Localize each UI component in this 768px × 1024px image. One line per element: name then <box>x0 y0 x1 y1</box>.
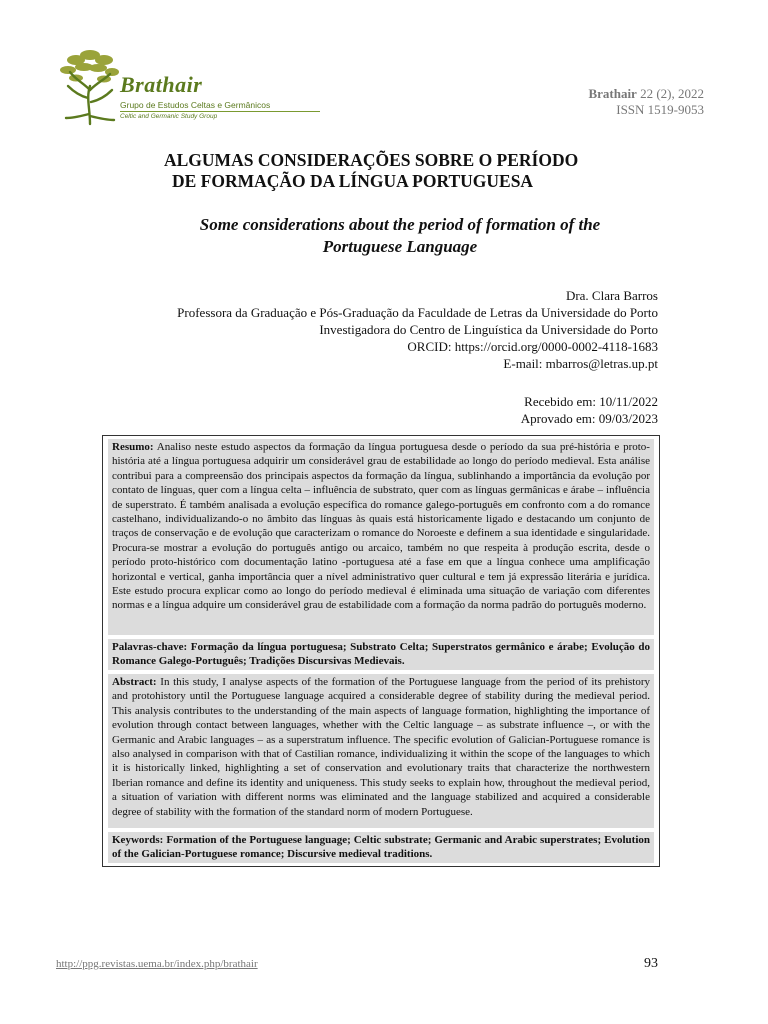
title-pt-line1: ALGUMAS CONSIDERAÇÕES SOBRE O PERÍODO <box>164 150 579 170</box>
journal-issue: 22 (2), 2022 <box>640 86 704 101</box>
author-affiliation-2: Investigadora do Centro de Linguística da Universidade do Porto <box>319 322 658 337</box>
logo-subtitle: Grupo de Estudos Celtas e Germânicos <box>120 100 271 110</box>
resumo-label: Resumo: <box>112 441 154 453</box>
submission-dates <box>521 393 658 427</box>
abstract-text: In this study, I analyse aspects of the formation of the Portuguese language from the period of its prehistory and protohistory until the Portuguese language acquired a considerable degree of stability during the medieval period. This analysis contributes to the understanding of the main aspects of language formation, highlighting the importance of evolution through contact between languages, whether with the Celtic language – as substrate influence –, or with the Germanic and Arabic languages – as a superstratum influence. The specific evolution of Galician-Portuguese romance is also analysed in comparison with that of Castilian romance, individualizing it within the scope of the languages to which it is historically linked, highlighting a set of conservation and evolutionary traits that characterize the northwestern Iberian romance and define its identity and uniqueness. This study seeks to explain how, throughout the medieval period, a situation of variation with different norms was eliminated and the language stabilized and acquired a considerable degree of stability with the formation of the standard norm of modern Portuguese. <box>112 676 651 818</box>
keywords-label: Keywords: <box>112 834 164 846</box>
palavras-chave-label: Palavras-chave: <box>112 641 188 653</box>
author-affiliation-1: Professora da Graduação e Pós-Graduação da Faculdade de Letras da Universidade do Porto <box>177 305 658 320</box>
title-pt-line2: DE FORMAÇÃO DA LÍNGUA PORTUGUESA <box>172 171 534 191</box>
journal-logo <box>56 46 326 126</box>
received-date: Recebido em: 10/11/2022 <box>524 394 658 409</box>
page-number: 93 <box>644 956 658 971</box>
issn: ISSN 1519-9053 <box>616 102 704 117</box>
palavras-chave-section <box>108 639 654 670</box>
tree-icon <box>56 46 120 126</box>
logo-name: Brathair <box>120 72 203 97</box>
abstract-section <box>108 674 654 828</box>
title-english <box>150 214 650 258</box>
footer-journal-link[interactable]: http://ppg.revistas.uema.br/index.php/brathair <box>56 958 258 970</box>
author-block <box>177 287 658 372</box>
keywords-section <box>108 832 654 863</box>
logo-divider <box>120 111 320 112</box>
abstract-box <box>102 435 660 867</box>
resumo-section <box>108 439 654 635</box>
author-name: Dra. Clara Barros <box>565 288 658 303</box>
title-en-line1: Some considerations about the period of formation of the <box>199 215 601 234</box>
resumo-text: Analiso neste estudo aspectos da formação da língua portuguesa desde o período da sua pré-história e proto-história até a língua portuguesa adquirir um considerável grau de estabilidade ao longo do período medieval. Esta análise contribui para a compreensão dos principais aspectos da formação da língua, sublinhando a importância da evolução por contato de línguas, quer com a língua celta – influência de substrato, quer com as línguas germânicas e árabe – influência de superstrato. É também analisada a evolução específica do romance galego-português em confronto com a do romance castelhano, individualizando-o no âmbito das línguas às quais está historicamente ligado e destacando um conjunto de traços de conservação e de evolução que caracterizam o romance do Noroeste e definem a sua identidade e singularidade. Procura-se mostrar a evolução do português antigo ou arcaico, também no que respeita à produção escrita, desde o período proto-histórico com documentação latino -portuguesa até a fase em que a língua conhece uma amplificação horizontal e vertical, ganha importância quer a nível administrativo quer cultural e tem já expressão literária e jurídica. Este estudo procura explicar como ao longo do período medieval é eliminada uma situação de variação com diferentes normas e a língua adquire um considerável grau de estabilidade com a formação da norma padrão do português moderno. <box>112 441 650 612</box>
author-orcid: ORCID: https://orcid.org/0000-0002-4118-1683 <box>407 339 658 354</box>
author-email: E-mail: mbarros@letras.up.pt <box>503 356 658 371</box>
keywords-text: Formation of the Portuguese language; Celtic substrate; Germanic and Arabic superstrates; Evolution of the Galician-Portuguese romance; Discursive medieval traditions. <box>112 834 650 861</box>
abstract-label: Abstract: <box>112 676 157 688</box>
approved-date: Aprovado em: 09/03/2023 <box>520 411 658 426</box>
palavras-chave-text: Formação da língua portuguesa; Substrato Celta; Superstratos germânico e árabe; Evolução do Romance Galego-Português; Tradições Discursivas Medievais. <box>112 641 650 668</box>
logo-tagline: Celtic and Germanic Study Group <box>120 113 218 120</box>
title-portuguese <box>150 150 660 192</box>
journal-name: Brathair <box>588 86 637 101</box>
journal-reference <box>588 86 704 118</box>
title-en-line2: Portuguese Language <box>322 237 478 256</box>
